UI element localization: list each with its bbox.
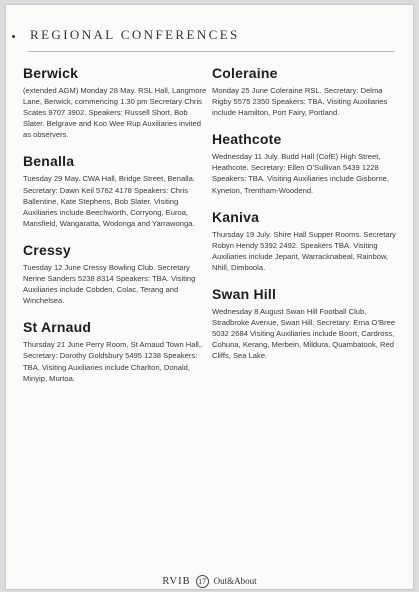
conference-heading: Kaniva <box>212 208 260 225</box>
conference-details: Thursday 21 June Perry Room, St Arnaud Town Hall,. Secretary: Dorothy Goldsbury 5495 1238 Speakers: TBA. Visiting Auxiliaries include Charlton, Donald, Minyip, Murtoa. <box>23 340 204 383</box>
conference-st-arnaud <box>23 319 208 383</box>
right-column <box>212 65 397 375</box>
conference-heading: Benalla <box>23 153 75 170</box>
conference-heathcote <box>212 131 397 195</box>
conference-benalla <box>23 153 208 228</box>
conference-details: Tuesday 12 June Cressy Bowling Club. Secretary Nerine Sanders 5238 8314 Speakers: TBA. Visiting Auxiliaries include Cobden, Colac, Terang and Winchelsea. <box>23 262 196 306</box>
conference-coleraine <box>212 65 397 118</box>
conference-cressy <box>23 242 208 306</box>
page <box>6 5 413 589</box>
conference-details: Wednesday 8 August Swan Hill Football Club, Stradbroke Avenue, Swan Hill. Secretary: Erna O’Bree 5032 2684 Visiting Auxiliaries include Boort, Cardross, Cohuna, Kerang, Merbein, Mildura, Quambatook, Red Cliffs, Sea Lake. <box>212 307 396 361</box>
conference-details: Thursday 19 July. Shire Hall Supper Rooms. Secretary Robyn Hendy 5392 2492. Speakers TBA. Visiting Auxiliaries include Jeparit, Warracknabeal, Rainbow, Nhill, Dimboola. <box>212 229 396 272</box>
footer-magazine-name: Out&About <box>213 576 257 586</box>
conference-details: (extended AGM) Monday 28 May. RSL Hall, Langmore Lane, Berwick, commencing 1.30 pm Secretary Chris Scates 9707 3902. Speakers: Russell Short, Bob Slater. Belgrave and Koo Wee Rup Auxiliaries invited as observers. <box>23 86 207 140</box>
conference-swan-hill <box>212 286 397 361</box>
conference-heading: Swan Hill <box>212 286 277 303</box>
conference-details: Wednesday 11 July. Budd Hall (CofE) High Street, Heathcote. Secretary: Ellen O’Sullivan 5439 1228 Speakers: TBA. Visiting Auxiliaries include Gisborne, Kyneton, Trentham-Woodend. <box>212 152 389 195</box>
page-footer <box>6 572 413 590</box>
footer-brand: RVIB <box>162 575 191 587</box>
conference-details: Monday 25 June Coleraine RSL. Secretary: Delma Rigby 5575 2350 Speakers: TBA. Visiting Auxiliaries include Hamilton, Port Fairy, Portland. <box>212 86 388 118</box>
header-rule <box>28 51 395 52</box>
conference-heading: St Arnaud <box>23 319 92 336</box>
conference-kaniva <box>212 209 397 273</box>
conference-heading: Berwick <box>23 65 79 81</box>
conference-details: Tuesday 29 May. CWA Hall, Bridge Street, Benalla. Secretary: Dawn Keil 5762 4178 Speakers: Chris Ballentine, Kate Stephens, Bob Slater. Visiting Auxiliaries include Beechworth, Corryong, Euroa, Mansfield, Wangaratta, Wodonga and Yarrawonga. <box>23 174 195 228</box>
page-title: REGIONAL CONFERENCES <box>30 27 240 42</box>
conference-berwick <box>23 65 208 140</box>
conference-heading: Cressy <box>23 241 71 258</box>
bullet-dot-icon <box>12 35 15 38</box>
left-column <box>23 65 208 397</box>
conference-heading: Coleraine <box>212 65 278 81</box>
page-number-badge: 17 <box>196 575 209 588</box>
conference-heading: Heathcote <box>212 131 282 148</box>
